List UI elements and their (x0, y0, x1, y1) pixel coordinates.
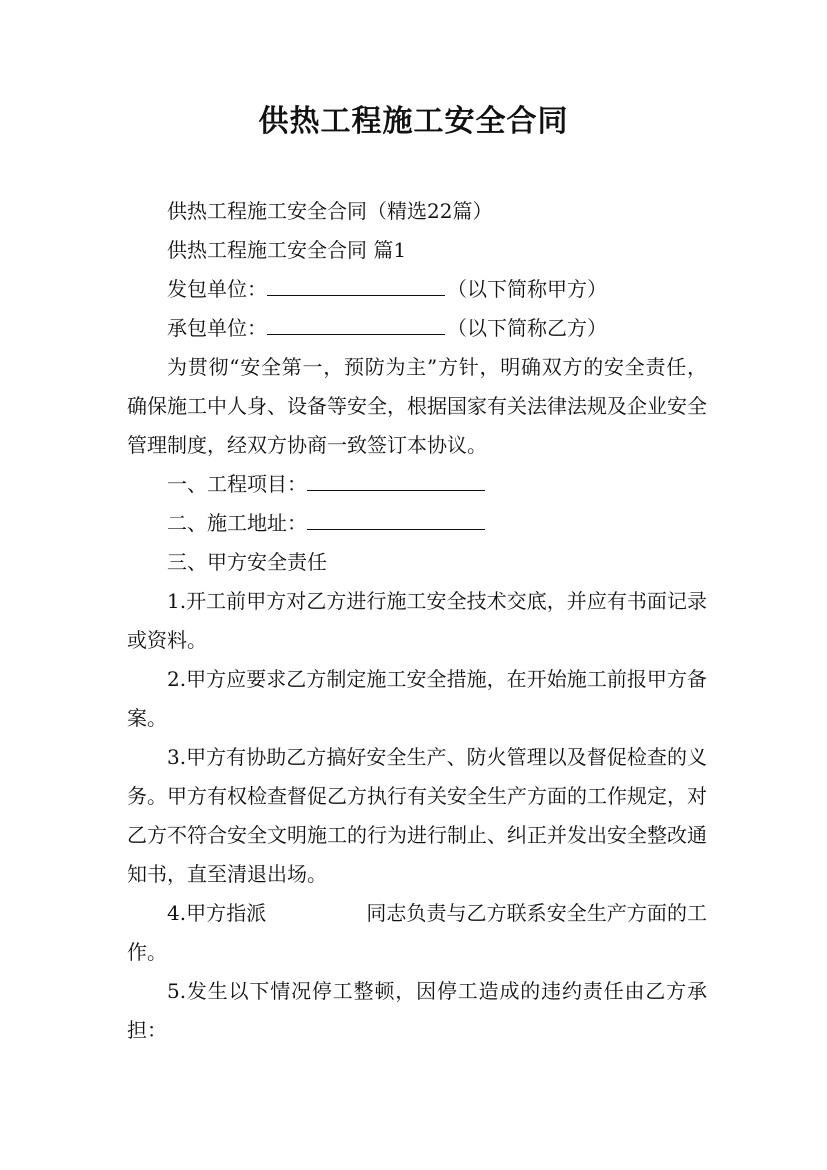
item-2-line (127, 504, 707, 543)
clause-3: 3.甲方有协助乙方搞好安全生产、防火管理以及督促检查的义务。甲方有权检查督促乙方执行有关安全生产方面的工作规定，对乙方不符合安全文明施工的行为进行制止、纠正并发出安全整改通知书，直至清退出场。 (127, 745, 707, 886)
party-a-line (127, 270, 707, 309)
party-a-suffix: （以下简称甲方） (447, 277, 607, 301)
document-body (127, 192, 707, 1050)
item-1-label: 一、工程项目： (167, 472, 307, 496)
section-heading: 供热工程施工安全合同 篇1 (167, 238, 407, 262)
item-1-line (127, 465, 707, 504)
party-a-label: 发包单位： (167, 277, 267, 301)
clause-1: 1.开工前甲方对乙方进行施工安全技术交底，并应有书面记录或资料。 (127, 589, 707, 652)
clause-4-suffix: 同志负责与乙方联系安全生产方面的工作。 (127, 901, 707, 964)
clause-2: 2.甲方应要求乙方制定施工安全措施，在开始施工前报甲方备案。 (127, 667, 707, 730)
intro-paragraph: 为贯彻“安全第一，预防为主”方针，明确双方的安全责任，确保施工中人身、设备等安全，根据国家有关法律法规及企业安全管理制度，经双方协商一致签订本协议。 (127, 355, 707, 457)
clause-5: 5.发生以下情况停工整顿，因停工造成的违约责任由乙方承担： (127, 979, 707, 1042)
party-b-line (127, 309, 707, 348)
party-a-blank (267, 271, 445, 296)
clause-4 (127, 894, 707, 972)
item-3-heading: 三、甲方安全责任 (167, 550, 327, 574)
item-1-blank (307, 466, 485, 491)
subtitle-line: 供热工程施工安全合同（精选22篇） (167, 199, 493, 223)
document-title: 供热工程施工安全合同 (258, 104, 569, 139)
clause-4-prefix: 4.甲方指派 (167, 901, 267, 925)
party-b-blank (267, 310, 445, 335)
party-b-label: 承包单位： (167, 316, 267, 340)
party-b-suffix: （以下简称乙方） (447, 316, 607, 340)
item-2-blank (307, 505, 485, 530)
item-2-label: 二、施工地址： (167, 511, 307, 535)
